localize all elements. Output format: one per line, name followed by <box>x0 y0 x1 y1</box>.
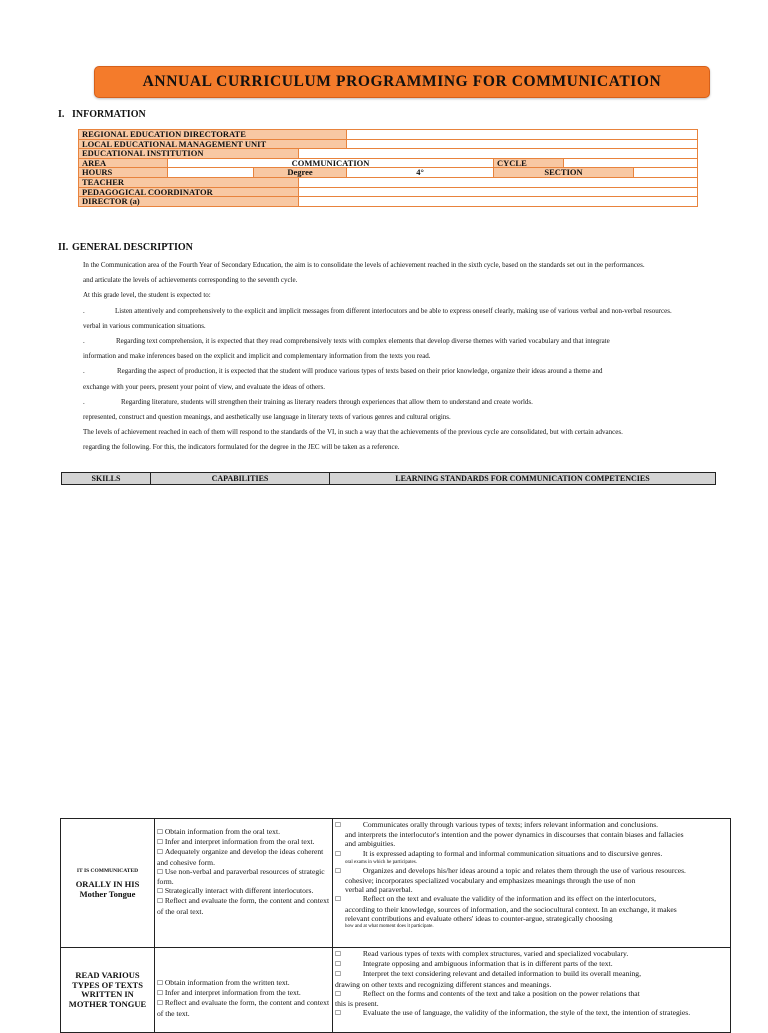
capabilities-cell <box>155 819 333 948</box>
desc-line: Regarding text comprehension, it is expected that they read comprehensively texts with complex elements that develop diverse themes with varied vocabulary and that integrate <box>116 337 610 346</box>
info-row <box>79 130 698 140</box>
standard-line: and ambiguities. <box>345 839 396 849</box>
checkbox-icon: ☐ <box>157 828 163 836</box>
standard-text: Evaluate the use of language, the validity of the information, the style of the text, the intention of strategies. <box>362 1008 691 1018</box>
local-unit-value[interactable] <box>347 139 698 149</box>
director-value[interactable] <box>299 197 698 207</box>
desc-bullet-line: . Regarding the aspect of production, it is expected that the student will produce various types of texts based on their prior knowledge, organize their ideas around a theme and <box>83 367 603 376</box>
competency-row <box>61 948 731 1033</box>
standard-line <box>335 849 728 859</box>
desc-line: The levels of achievement reached in each of them will respond to the standards of the VI, in such a way that the achievements of the previous cycle are consolidated, but with certain advances. <box>83 428 623 437</box>
checkbox-icon: ☐ <box>157 838 163 847</box>
standard-line: relevant contributions and evaluate others' ideas to counter-argue, strategically choosing <box>345 913 613 923</box>
local-unit-label: LOCAL EDUCATIONAL MANAGEMENT UNIT <box>79 139 347 149</box>
checkbox-icon: ☐ <box>335 960 341 969</box>
capability-item <box>157 886 330 896</box>
checkbox-icon: ☐ <box>157 867 163 876</box>
skills-header-table <box>61 472 716 485</box>
coordinator-label: PEDAGOGICAL COORDINATOR <box>79 187 299 197</box>
standard-line: and interprets the interlocutor's intention and the power dynamics in discourses that contain biases and fallacies <box>345 830 684 840</box>
capabilities-header: CAPABILITIES <box>151 473 330 485</box>
checkbox-icon: ☐ <box>335 895 341 904</box>
capabilities-cell <box>155 948 333 1033</box>
teacher-label: TEACHER <box>79 177 299 187</box>
checkbox-icon: ☐ <box>335 989 341 998</box>
capability-item <box>157 837 330 847</box>
desc-line: In the Communication area of the Fourth Year of Secondary Education, the aim is to consolidate the levels of achievement reached in the sixth cycle, based on the standards set out in the performances. <box>83 261 645 269</box>
info-row <box>79 149 698 159</box>
skill-label: READ VARIOUS TYPES OF TEXTS WRITTEN IN MOTHER TONGUE <box>68 970 147 1009</box>
standard-text: Communicates orally through various types of texts; infers relevant information and conclusions. <box>362 820 659 829</box>
section-number: II. <box>58 242 69 253</box>
standard-line: cohesive; incorporates specialized vocabulary and emphasizes meanings through the use of non <box>345 876 636 886</box>
standard-line: according to their knowledge, sources of information, and the sociocultural context. In an exchange, it makes <box>345 904 677 914</box>
capability-text: Reflect and evaluate the form, the content and context of the oral text. <box>157 896 330 916</box>
information-table <box>78 129 698 207</box>
degree-label: Degree <box>254 168 347 178</box>
checkbox-icon: ☐ <box>335 950 341 958</box>
checkbox-icon: ☐ <box>157 979 163 987</box>
capability-text: Infer and interpret information from the oral text. <box>164 837 315 847</box>
checkbox-icon: ☐ <box>157 989 163 998</box>
cycle-value[interactable] <box>564 158 698 168</box>
skill-cell <box>61 948 155 1033</box>
desc-line: information and make inferences based on the explicit and implicit and complementary information from the texts you read. <box>83 352 431 361</box>
desc-line: At this grade level, the student is expected to: <box>83 291 211 300</box>
desc-line: Listen attentively and comprehensively to the explicit and implicit messages from different interlocutors and be able to express oneself clearly, making use of various verbal and non-verbal resources. <box>115 306 672 315</box>
capability-item <box>157 998 330 1017</box>
director-label: DIRECTOR (a) <box>79 197 299 207</box>
standard-line: drawing on other texts and recognizing different stances and meanings. <box>335 979 552 989</box>
general-description-text <box>83 258 768 456</box>
section-label: SECTION <box>494 168 634 178</box>
standard-line <box>335 820 728 830</box>
area-value: COMMUNICATION <box>168 158 494 168</box>
checkbox-icon: ☐ <box>157 848 163 857</box>
checkbox-icon: ☐ <box>335 1009 341 1018</box>
capability-text: Strategically interact with different interlocutors. <box>164 886 314 896</box>
competencies-table <box>60 818 731 1033</box>
standard-line: this is present. <box>335 999 379 1009</box>
teacher-value[interactable] <box>299 177 698 187</box>
desc-line: Regarding literature, students will strengthen their training as literary readers through experiences that allow them to understand and create worlds. <box>121 397 533 406</box>
institution-value[interactable] <box>299 149 698 159</box>
checkbox-icon: ☐ <box>335 866 341 875</box>
section-information-heading <box>58 109 146 120</box>
capability-item <box>157 827 330 837</box>
standards-cell <box>333 948 731 1033</box>
checkbox-icon: ☐ <box>335 821 341 829</box>
area-label: AREA <box>79 158 168 168</box>
standard-text: Read various types of texts with complex structures, varied and specialized vocabulary. <box>362 949 629 958</box>
info-row <box>79 177 698 187</box>
capability-text: Obtain information from the oral text. <box>164 827 280 836</box>
institution-label: EDUCATIONAL INSTITUTION <box>79 149 299 159</box>
hours-value[interactable] <box>168 168 254 178</box>
standard-line <box>335 949 728 959</box>
standard-line <box>335 894 728 904</box>
document-title: ANNUAL CURRICULUM PROGRAMMING FOR COMMUNICATION <box>142 73 662 90</box>
degree-value: 4° <box>347 168 494 178</box>
standard-line: how and at what moment does it participate. <box>345 924 434 930</box>
capability-text: Reflect and evaluate the form, the content and context of the text. <box>157 998 330 1018</box>
regional-value[interactable] <box>347 130 698 140</box>
skills-header-row <box>62 473 716 485</box>
capability-text: Adequately organize and develop the ideas coherent and cohesive form. <box>157 847 324 867</box>
regional-label: REGIONAL EDUCATION DIRECTORATE <box>79 130 347 140</box>
desc-bullet-line: . Regarding literature, students will strengthen their training as literary readers through experiences that allow them to understand and create worlds. <box>83 397 533 406</box>
capability-text: Use non-verbal and paraverbal resources of strategic form. <box>157 866 325 887</box>
section-general-description-heading <box>58 242 193 253</box>
capability-item <box>157 847 330 866</box>
skill-cell <box>61 819 155 948</box>
standards-cell <box>333 819 731 948</box>
skill-label: ORALLY IN HIS Mother Tongue <box>75 879 140 899</box>
capability-text: Obtain information from the written text. <box>164 978 290 987</box>
standard-line: verbal and paraverbal. <box>345 885 413 895</box>
standard-line <box>335 989 728 999</box>
capability-text: Infer and interpret information from the text. <box>164 988 301 998</box>
capability-item <box>157 978 330 988</box>
checkbox-icon: ☐ <box>157 887 163 896</box>
section-title: GENERAL DESCRIPTION <box>72 242 193 253</box>
capability-item <box>157 896 330 915</box>
checkbox-icon: ☐ <box>335 849 341 858</box>
cycle-label: CYCLE <box>494 158 564 168</box>
hours-label: HOURS <box>79 168 168 178</box>
standard-text: It is expressed adapting to formal and informal communication situations and to discursive genres. <box>362 848 663 858</box>
capability-item <box>157 988 330 998</box>
standard-text: Interpret the text considering relevant and detailed information to build its overall meaning, <box>362 969 641 979</box>
info-row <box>79 158 698 168</box>
desc-line: verbal in various communication situations. <box>83 321 206 330</box>
standards-header: LEARNING STANDARDS FOR COMMUNICATION COMPETENCIES <box>330 473 716 485</box>
info-row <box>79 168 698 178</box>
standard-line: oral exams in which he participates. <box>345 859 417 865</box>
standard-text: Organizes and develops his/her ideas around a topic and relates them through the use of various resources. <box>362 865 686 875</box>
desc-bullet-line: . Listen attentively and comprehensively to the explicit and implicit messages from different interlocutors and be able to express oneself clearly, making use of various verbal and non-verbal resources. <box>83 306 672 315</box>
competency-row <box>61 819 731 948</box>
desc-line: represented, construct and question meanings, and aesthetically use language in literary texts of various genres and cultural origins. <box>83 413 451 422</box>
checkbox-icon: ☐ <box>157 897 163 906</box>
skills-header: SKILLS <box>62 473 151 485</box>
desc-line: and articulate the levels of achievements corresponding to the seventh cycle. <box>83 276 298 285</box>
standard-text: Reflect on the forms and contents of the text and take a position on the power relations that <box>362 988 640 998</box>
info-row <box>79 197 698 207</box>
capability-item <box>157 867 330 886</box>
section-value[interactable] <box>634 168 698 178</box>
desc-line: Regarding the aspect of production, it is expected that the student will produce various types of texts based on their prior knowledge, organize their ideas around a theme and <box>117 367 603 376</box>
standard-line <box>335 1008 728 1018</box>
document-title-banner <box>94 66 710 98</box>
standard-line <box>335 959 728 969</box>
desc-bullet-line: . Regarding text comprehension, it is expected that they read comprehensively texts with complex elements that develop diverse themes with varied vocabulary and that integrate <box>83 337 610 346</box>
checkbox-icon: ☐ <box>157 999 163 1008</box>
section-title: INFORMATION <box>72 109 146 120</box>
checkbox-icon: ☐ <box>335 970 341 979</box>
standard-text: Integrate opposing and ambiguous information that is in different parts of the text. <box>362 959 613 969</box>
standard-line <box>335 969 728 979</box>
section-number: I. <box>58 109 65 120</box>
desc-line: regarding the following. For this, the indicators formulated for the degree in the JEC will be taken as a reference. <box>83 443 400 452</box>
standard-text: Reflect on the text and evaluate the validity of the information and its effect on the interlocutors, <box>362 894 657 904</box>
info-row <box>79 139 698 149</box>
desc-line: exchange with your peers, present your point of view, and evaluate the ideas of others. <box>83 382 325 391</box>
coordinator-value[interactable] <box>299 187 698 197</box>
skill-small-label: IT IS COMMUNICATED <box>76 867 139 874</box>
info-row <box>79 187 698 197</box>
standard-line <box>335 866 728 876</box>
